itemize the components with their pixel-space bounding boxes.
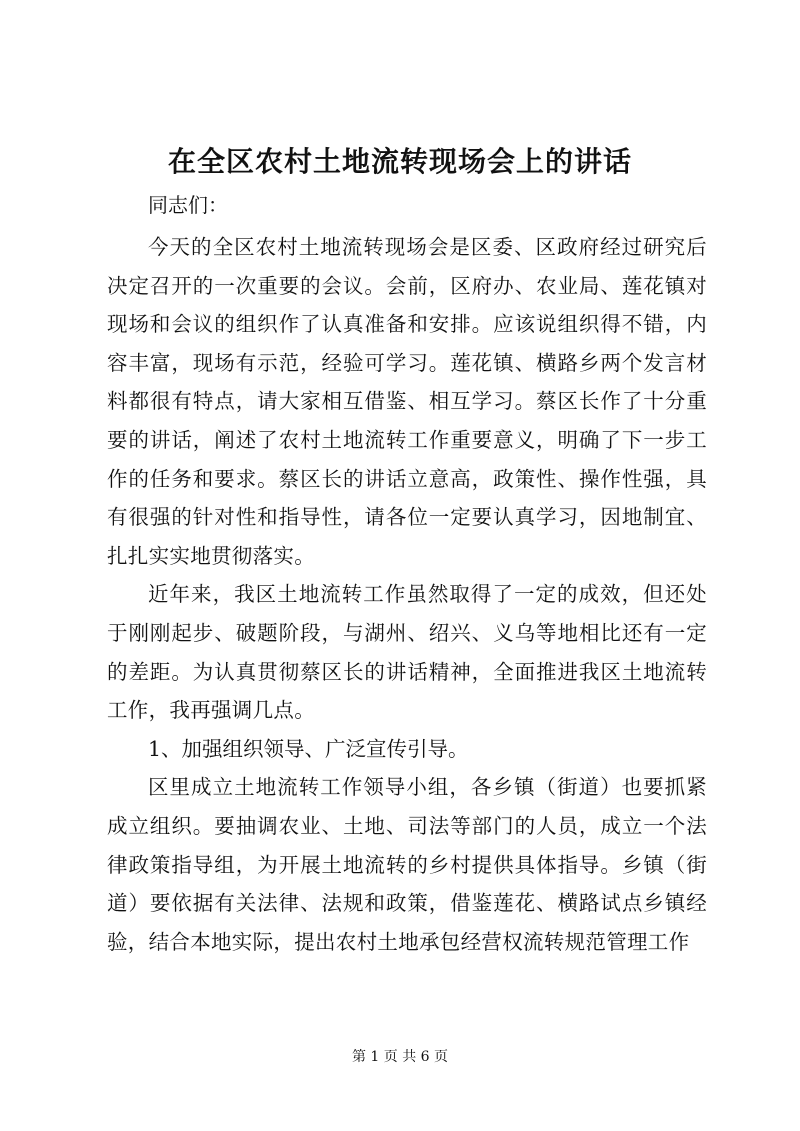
paragraph-opening: 今天的全区农村土地流转现场会是区委、区政府经过研究后决定召开的一次重要的会议。会前，区府办、农业局、莲花镇对现场和会议的组织作了认真准备和安排。应该说组织得不错，内容丰富，现场有示范，经验可学习。莲花镇、横路乡两个发言材料都很有特点，请大家相互借鉴、相互学习。蔡区长作了十分重要的讲话，阐述了农村土地流转工作重要意义，明确了下一步工作的任务和要求。蔡区长的讲话立意高，政策性、操作性强，具有很强的针对性和指导性，请各位一定要认真学习，因地制宜、扎扎实实地贯彻落实。 <box>107 235 707 568</box>
document-body <box>107 228 707 961</box>
document-title: 在全区农村土地流转现场会上的讲话 <box>167 145 632 178</box>
page-footer: 第 1 页 共 6 页 <box>351 1049 449 1065</box>
section-heading: 1、加强组织领导、广泛宣传引导。 <box>148 736 469 761</box>
salutation: 同志们： <box>148 193 228 217</box>
paragraph-section-1: 区里成立土地流转工作领导小组，各乡镇（街道）也要抓紧成立组织。要抽调农业、土地、司法等部门的人员，成立一个法律政策指导组，为开展土地流转的乡村提供具体指导。乡镇（街道）要依据有关法律、法规和政策，借鉴莲花、横路试点乡镇经验，结合本地实际，提出农村土地承包经营权流转规范管理工作 <box>107 775 707 954</box>
paragraph-progress: 近年来，我区土地流转工作虽然取得了一定的成效，但还处于刚刚起步、破题阶段，与湖州、绍兴、义乌等地相比还有一定的差距。为认真贯彻蔡区长的讲话精神，全面推进我区土地流转工作，我再强调几点。 <box>107 582 707 723</box>
